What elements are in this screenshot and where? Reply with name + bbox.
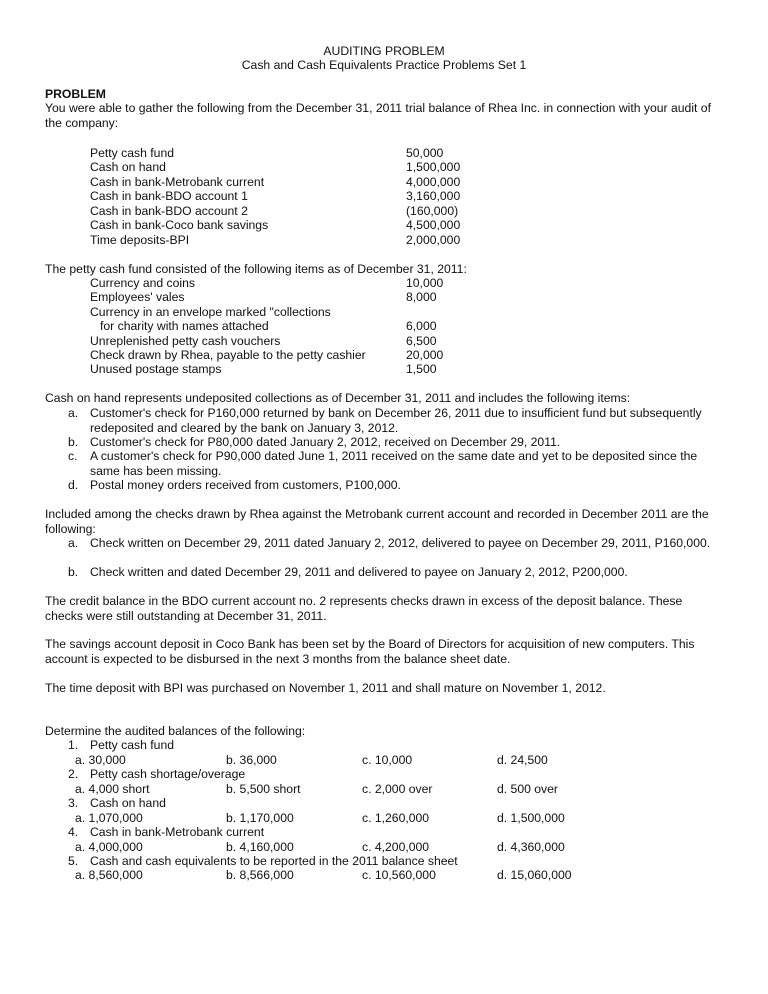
option-b: b. 8,566,000 xyxy=(226,868,294,882)
question-text: Petty cash shortage/overage xyxy=(90,767,246,781)
option-b: b. 4,160,000 xyxy=(226,840,294,854)
list-item-text: Postal money orders received from customers, P100,000. xyxy=(90,478,401,492)
option-b: b. 1,170,000 xyxy=(226,811,294,825)
petty-cash-label: Unused postage stamps xyxy=(90,362,222,376)
list-item-letter: a. xyxy=(68,406,79,420)
list-item-letter: b. xyxy=(68,435,79,449)
trial-balance-label: Cash in bank-BDO account 2 xyxy=(90,204,248,218)
trial-balance-label: Cash in bank-Metrobank current xyxy=(90,175,265,189)
petty-cash-intro: The petty cash fund consisted of the following items as of December 31, 2011: xyxy=(45,262,467,276)
option-d: d. 24,500 xyxy=(497,753,548,767)
question-number: 2. xyxy=(68,767,79,781)
option-a: a. 8,560,000 xyxy=(75,868,143,882)
trial-balance-label: Cash on hand xyxy=(90,160,166,174)
option-a: a. 30,000 xyxy=(75,753,126,767)
question-number: 5. xyxy=(68,854,79,868)
petty-cash-label: Employees' vales xyxy=(90,290,185,304)
option-d: d. 15,060,000 xyxy=(497,868,572,882)
petty-cash-amount: 10,000 xyxy=(406,276,444,290)
petty-cash-label: Currency and coins xyxy=(90,276,195,290)
document-title: AUDITING PROBLEM xyxy=(323,44,445,58)
option-d: d. 4,360,000 xyxy=(497,840,565,854)
trial-balance-label: Cash in bank-Coco bank savings xyxy=(90,218,269,232)
trial-balance-amount: 3,160,000 xyxy=(406,189,461,203)
petty-cash-amount: 1,500 xyxy=(406,362,437,376)
trial-balance-amount: 1,500,000 xyxy=(406,160,461,174)
petty-cash-amount: 6,500 xyxy=(406,334,437,348)
document-subtitle: Cash and Cash Equivalents Practice Problems Set 1 xyxy=(241,58,527,72)
cash-on-hand-intro: Cash on hand represents undeposited collections as of December 31, 2011 and includes the following items: xyxy=(45,391,631,405)
list-item-text: A customer's check for P90,000 dated June 1, 2011 received on the same date and yet to be deposited since the same has been missing. xyxy=(90,449,698,478)
list-item-text: Customer's check for P160,000 returned by bank on December 26, 2011 due to insufficient fund but subsequently redeposited and cleared by the bank on January 3, 2012. xyxy=(90,406,702,435)
petty-cash-label: Currency in an envelope marked "collections xyxy=(90,305,331,319)
option-a: a. 4,000,000 xyxy=(75,840,143,854)
trial-balance-label: Cash in bank-BDO account 1 xyxy=(90,189,248,203)
savings-paragraph: The savings account deposit in Coco Bank has been set by the Board of Directors for acquisition of new computers. This account is expected to be disbursed in the next 3 months from the balance sheet date. xyxy=(45,637,695,666)
problem-heading: PROBLEM xyxy=(45,87,106,101)
list-item-text: Check written and dated December 29, 2011 and delivered to payee on January 2, 2012, P200,000. xyxy=(90,565,628,579)
option-c: c. 10,560,000 xyxy=(362,868,436,882)
question-text: Cash on hand xyxy=(90,796,166,810)
option-c: c. 10,000 xyxy=(362,753,413,767)
problem-intro: You were able to gather the following from the December 31, 2011 trial balance of Rhea Inc. in connection with your audit of the company: xyxy=(45,101,711,130)
petty-cash-label: Check drawn by Rhea, payable to the petty cashier xyxy=(90,348,366,362)
trial-balance-label: Petty cash fund xyxy=(90,146,175,160)
option-a: a. 4,000 short xyxy=(75,782,150,796)
time-deposit-paragraph: The time deposit with BPI was purchased on November 1, 2011 and shall mature on November 1, 2012. xyxy=(45,681,606,695)
list-item-text: Customer's check for P80,000 dated January 2, 2012, received on December 29, 2011. xyxy=(90,435,561,449)
petty-cash-label: for charity with names attached xyxy=(100,319,269,333)
option-d: d. 1,500,000 xyxy=(497,811,565,825)
trial-balance-amount: 50,000 xyxy=(406,146,444,160)
bdo-paragraph: The credit balance in the BDO current account no. 2 represents checks drawn in excess of the deposit balance. These checks were still outstanding at December 31, 2011. xyxy=(45,594,683,623)
trial-balance-amount: (160,000) xyxy=(406,204,459,218)
option-a: a. 1,070,000 xyxy=(75,811,143,825)
question-text: Petty cash fund xyxy=(90,738,175,752)
option-d: d. 500 over xyxy=(497,782,558,796)
trial-balance-amount: 4,500,000 xyxy=(406,218,461,232)
question-number: 4. xyxy=(68,825,79,839)
petty-cash-amount: 20,000 xyxy=(406,348,444,362)
petty-cash-amount: 6,000 xyxy=(406,319,437,333)
option-c: c. 2,000 over xyxy=(362,782,433,796)
trial-balance-amount: 4,000,000 xyxy=(406,175,461,189)
list-item-letter: c. xyxy=(68,449,78,463)
list-item-letter: d. xyxy=(68,478,79,492)
option-c: c. 1,260,000 xyxy=(362,811,430,825)
option-b: b. 5,500 short xyxy=(226,782,301,796)
petty-cash-label: Unreplenished petty cash vouchers xyxy=(90,334,281,348)
question-number: 1. xyxy=(68,738,79,752)
list-item-letter: b. xyxy=(68,565,79,579)
trial-balance-amount: 2,000,000 xyxy=(406,233,461,247)
question-number: 3. xyxy=(68,796,79,810)
list-item-text: Check written on December 29, 2011 dated January 2, 2012, delivered to payee on December 29, 2011, P160,000. xyxy=(90,536,711,550)
list-item-letter: a. xyxy=(68,536,79,550)
question-text: Cash and cash equivalents to be reported in the 2011 balance sheet xyxy=(90,854,458,868)
petty-cash-amount: 8,000 xyxy=(406,290,437,304)
option-c: c. 4,200,000 xyxy=(362,840,430,854)
questions-intro: Determine the audited balances of the following: xyxy=(45,724,306,738)
question-text: Cash in bank-Metrobank current xyxy=(90,825,265,839)
metrobank-intro: Included among the checks drawn by Rhea against the Metrobank current account and recorded in December 2011 are the following: xyxy=(45,507,709,536)
option-b: b. 36,000 xyxy=(226,753,277,767)
trial-balance-label: Time deposits-BPI xyxy=(90,233,190,247)
